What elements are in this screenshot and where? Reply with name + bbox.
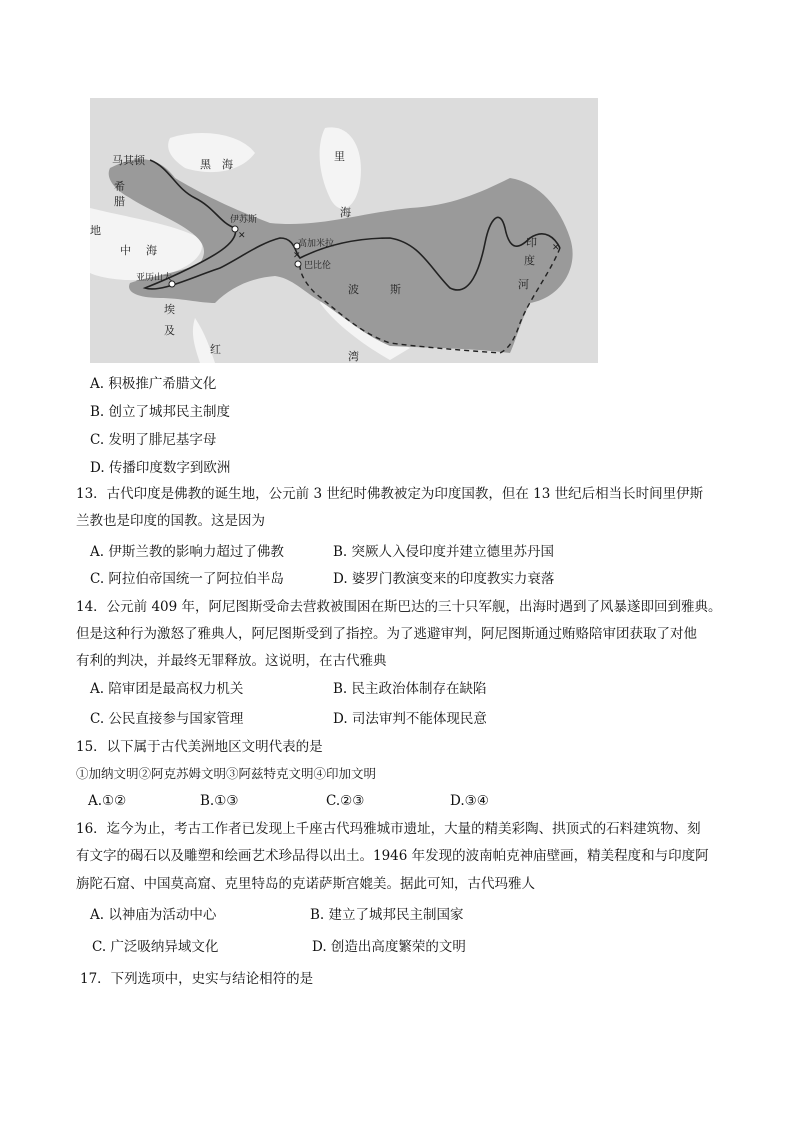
- label-indus: 印: [526, 236, 537, 249]
- q14-stem-cont: 有利的判决，并最终无罪释放。这说明，在古代雅典: [76, 653, 387, 669]
- q15-items: ①加纳文明②阿克苏姆文明③阿兹特克文明④印加文明: [76, 766, 377, 781]
- q14-option-c: C. 公民直接参与国家管理: [90, 711, 244, 727]
- label-red-sea: 红: [210, 343, 221, 356]
- q16-option-a: A. 以神庙为活动中心: [90, 907, 217, 923]
- battle-icon: ✕: [293, 251, 301, 261]
- alexander-campaign-map: [90, 98, 598, 363]
- battle-icon: ✕: [238, 231, 246, 241]
- q12-option-b: B. 创立了城邦民主制度: [90, 404, 231, 420]
- label-greece: 腊: [114, 195, 125, 208]
- label-macedonia: 马其顿: [112, 154, 145, 167]
- label-babylon: 巴比伦: [304, 261, 332, 271]
- q14-stem: 14．公元前 409 年，阿尼图斯受命去营救被围困在斯巴达的三十只军舰，出海时遇到了风暴遂即回到雅典。: [76, 599, 722, 615]
- q15-option-c: C.②③: [326, 793, 365, 809]
- q13-stem: 13．古代印度是佛教的诞生地，公元前 3 世纪时佛教被定为印度国教，但在 13 世纪后相当长时间里伊斯: [76, 486, 704, 502]
- q16-option-b: B. 建立了城邦民主制国家: [310, 907, 464, 923]
- label-greece: 希: [114, 180, 125, 193]
- label-persia: 波: [348, 283, 359, 296]
- label-caspian: 海: [340, 206, 351, 219]
- q14-option-d: D. 司法审判不能体现民意: [333, 711, 487, 727]
- label-gulf: 湾: [348, 350, 359, 363]
- q14-option-b: B. 民主政治体制存在缺陷: [333, 681, 487, 697]
- q13-option-d: D. 婆罗门教演变来的印度教实力衰落: [333, 571, 555, 587]
- q16-stem: 16．迄今为止，考古工作者已发现上千座古代玛雅城市遗址，大量的精美彩陶、拱顶式的石料建筑物、刻: [76, 821, 701, 837]
- label-black-sea: 黑: [200, 158, 211, 171]
- label-black-sea: 海: [222, 158, 233, 171]
- label-egypt: 及: [164, 324, 175, 337]
- label-issus: 伊苏斯: [230, 215, 258, 225]
- label-egypt: 埃: [164, 303, 175, 316]
- q12-option-d: D. 传播印度数字到欧洲: [90, 460, 231, 476]
- q13-option-c: C. 阿拉伯帝国统一了阿拉伯半岛: [90, 571, 284, 587]
- q15-option-b: B.①③: [200, 793, 239, 809]
- label-gaugamela: 高加米拉: [298, 239, 335, 249]
- q13-option-a: A. 伊斯兰教的影响力超过了佛教: [90, 544, 284, 560]
- q12-option-c: C. 发明了腓尼基字母: [90, 432, 217, 448]
- q16-option-c: C. 广泛吸纳异域文化: [92, 939, 219, 955]
- q12-option-a: A. 积极推广希腊文化: [90, 376, 217, 392]
- label-caspian: 里: [334, 150, 345, 163]
- label-mediterranean: 中: [120, 244, 131, 257]
- label-persia: 斯: [390, 283, 401, 296]
- q14-option-a: A. 陪审团是最高权力机关: [90, 681, 244, 697]
- q15-option-a: A.①②: [88, 793, 127, 809]
- q13-stem-cont: 兰教也是印度的国教。这是因为: [76, 513, 265, 529]
- q16-stem-cont: 旃陀石窟、中国莫高窟、克里特岛的克诺萨斯宫媲美。据此可知，古代玛雅人: [76, 876, 535, 892]
- battle-icon: ✕: [552, 243, 560, 253]
- q15-option-d: D.③④: [450, 793, 489, 809]
- q16-option-d: D. 创造出高度繁荣的文明: [312, 939, 466, 955]
- label-indus: 河: [518, 278, 529, 291]
- label-alexandria: 亚历山大: [136, 273, 173, 283]
- babylon-marker: [295, 261, 301, 267]
- q15-stem: 15．以下属于古代美洲地区文明代表的是: [76, 739, 323, 755]
- label-mediterranean: 地: [90, 224, 101, 237]
- q16-stem-cont: 有文字的碣石以及雕塑和绘画艺术珍品得以出土。1946 年发现的波南帕克神庙壁画，精美程度和与印度阿: [76, 848, 709, 864]
- label-mediterranean: 海: [146, 244, 157, 257]
- q17-stem: 17．下列选项中，史实与结论相符的是: [80, 971, 314, 987]
- label-indus: 度: [524, 254, 535, 267]
- q14-stem-cont: 但是这种行为激怒了雅典人，阿尼图斯受到了指控。为了逃避审判，阿尼图斯通过贿赂陪审团获取了对他: [76, 626, 697, 642]
- q13-option-b: B. 突厥人入侵印度并建立德里苏丹国: [333, 544, 555, 560]
